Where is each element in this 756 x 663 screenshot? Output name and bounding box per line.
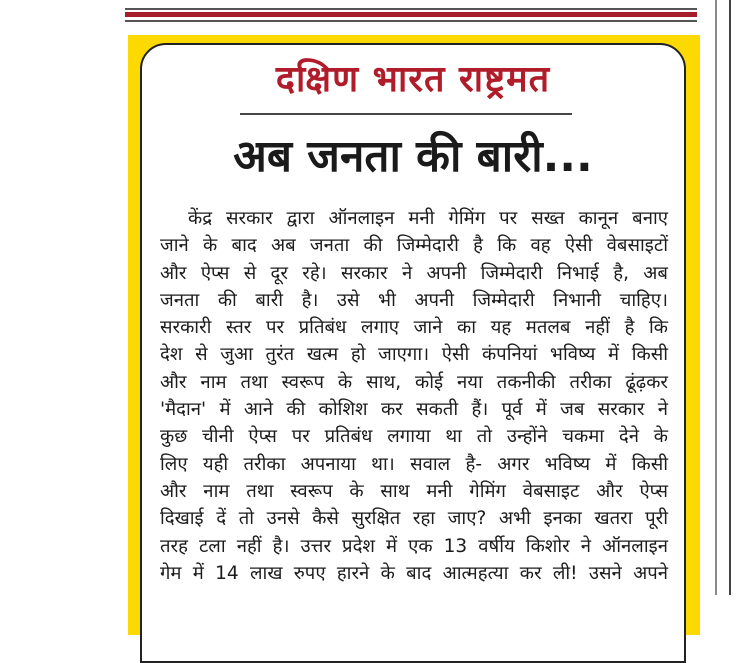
editorial-panel	[140, 43, 686, 663]
top-rule-thick-red	[125, 12, 697, 17]
top-rule-thin-lower	[125, 20, 697, 22]
editorial-frame	[128, 35, 700, 635]
body-line: और नाम तथा स्वरूप के साथ मनी गेमिंग वेबसाइट और ऐप्स	[160, 480, 668, 502]
body-line: लिए यही तरीका अपनाया था। सवाल है- अगर भविष्य में किसी	[160, 453, 668, 475]
column-divider-light	[715, 0, 717, 595]
body-line: और ऐप्स से दूर रहे। सरकार ने अपनी जिम्मेदारी निभाई है, अब	[160, 262, 668, 284]
body-line: और नाम तथा स्वरूप के साथ, कोई नया तकनीकी तरीका ढूंढ़कर	[160, 371, 668, 393]
body-line: जनता की बारी है। उसे भी अपनी जिम्मेदारी निभानी चाहिए।	[160, 289, 668, 311]
body-line: गेम में 14 लाख रुपए हारने के बाद आत्महत्या कर ली! उसने अपने	[160, 562, 668, 584]
body-line: दिखाई दें तो उनसे कैसे सुरक्षित रहा जाए? अभी इनका खतरा पूरी	[160, 508, 668, 530]
body-line: सरकारी स्तर पर प्रतिबंध लगाए जाने का यह मतलब नहीं है कि	[160, 317, 668, 339]
body-line: जाने के बाद अब जनता की जिम्मेदारी है कि वह ऐसी वेबसाइटों	[160, 235, 668, 257]
body-line: 'मैदान' में आने की कोशिश कर सकती हैं। पूर्व में जब सरकार ने	[160, 399, 668, 421]
masthead-title: दक्षिण भारत राष्ट्रमत	[275, 59, 551, 100]
column-divider-dark	[729, 0, 731, 595]
body-line: कुछ चीनी ऐप्स पर प्रतिबंध लगाया था तो उन्होंने चकमा देने के	[160, 426, 668, 448]
masthead-divider	[240, 113, 572, 115]
body-line: तरह टला नहीं है। उत्तर प्रदेश में एक 13 वर्षीय किशोर ने ऑनलाइन	[160, 535, 668, 557]
article-body	[160, 205, 668, 587]
article-headline: अब जनता की बारी...	[233, 131, 593, 182]
body-line: केंद्र सरकार द्वारा ऑनलाइन मनी गेमिंग पर सख्त कानून बनाए	[188, 208, 668, 229]
top-rule-thin-upper	[125, 8, 697, 10]
body-line: देश से जुआ तुरंत खत्म हो जाएगा। ऐसी कंपनियां भविष्य में किसी	[160, 344, 668, 366]
